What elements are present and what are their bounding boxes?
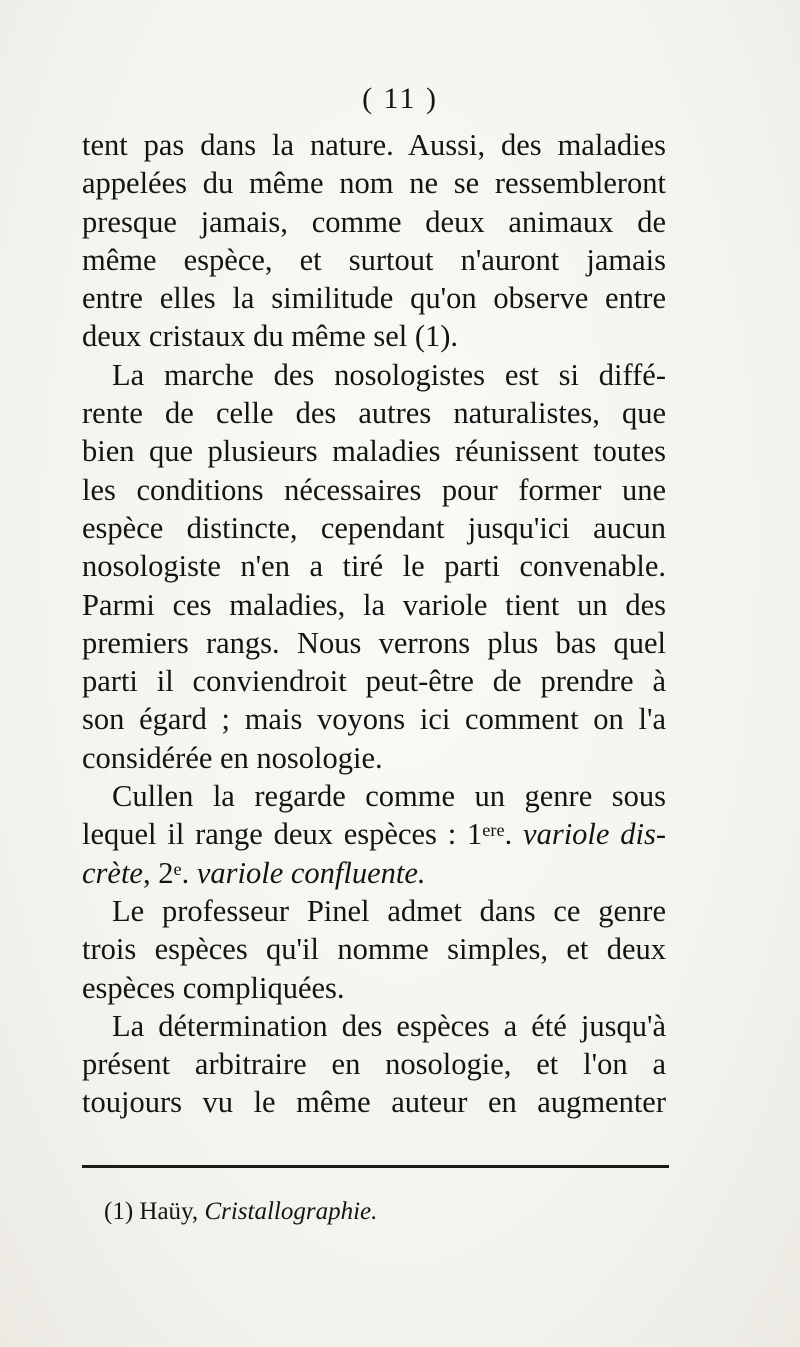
text-line: tent pas dans la nature. Aussi, des maladies [82, 128, 666, 162]
footnote-author: Haüy, [139, 1198, 199, 1225]
paragraph-2 [82, 356, 666, 777]
text-line: appelées du même nom ne se ressembleront [82, 166, 666, 201]
text-line: même espèce, et surtout n'auront jamais [82, 242, 666, 277]
footnote [104, 1198, 377, 1226]
footnote-marker: (1) [104, 1198, 134, 1225]
text-line: bien que plusieurs maladies réunissent toutes [82, 434, 666, 469]
text-line: espèces compliquées. [82, 970, 345, 1005]
text-line: Le professeur Pinel admet dans ce genre [112, 893, 666, 928]
text-line: Cullen la regarde comme un genre sous [112, 779, 666, 814]
text-line: entre elles la similitude qu'on observe entre [82, 281, 666, 316]
text-line-rich: crète, 2e. variole confluente. [82, 855, 426, 890]
text-line: les conditions nécessaires pour former une [82, 472, 666, 507]
paragraph-4 [82, 892, 666, 1007]
text-line: parti il conviendroit peut-être de prendre à [82, 664, 666, 699]
paragraph-1 [82, 126, 666, 356]
text-line: premiers rangs. Nous verrons plus bas quel [82, 625, 666, 660]
main-text [82, 126, 666, 1122]
text-line: considérée en nosologie. [82, 740, 383, 775]
text-line: toujours vu le même auteur en augmenter [82, 1085, 666, 1120]
text-line: nosologiste n'en a tiré le parti convenable. [82, 549, 666, 584]
paragraph-3 [82, 777, 666, 892]
text-line: Parmi ces maladies, la variole tient un des [82, 587, 666, 622]
text-line: son égard ; mais voyons ici comment on l'a [82, 702, 666, 737]
text-line: trois espèces qu'il nomme simples, et deux [82, 932, 666, 967]
footnote-rule [82, 1165, 669, 1168]
page-number: ( 11 ) [362, 82, 438, 115]
text-line: presque jamais, comme deux animaux de [82, 204, 666, 239]
text-line: La détermination des espèces a été jusqu'à [112, 1008, 666, 1043]
text-line-rich: lequel il range deux espèces : 1ere. variole dis- [82, 817, 666, 852]
paragraph-5 [82, 1007, 666, 1122]
footnote-work: Cristallographie. [204, 1198, 378, 1225]
text-line: présent arbitraire en nosologie, et l'on a [82, 1047, 666, 1082]
text-line: deux cristaux du même sel (1). [82, 319, 459, 354]
text-line: espèce distincte, cependant jusqu'ici aucun [82, 510, 666, 545]
text-line: rente de celle des autres naturalistes, que [82, 396, 666, 431]
text-line: La marche des nosologistes est si diffé- [112, 357, 666, 392]
